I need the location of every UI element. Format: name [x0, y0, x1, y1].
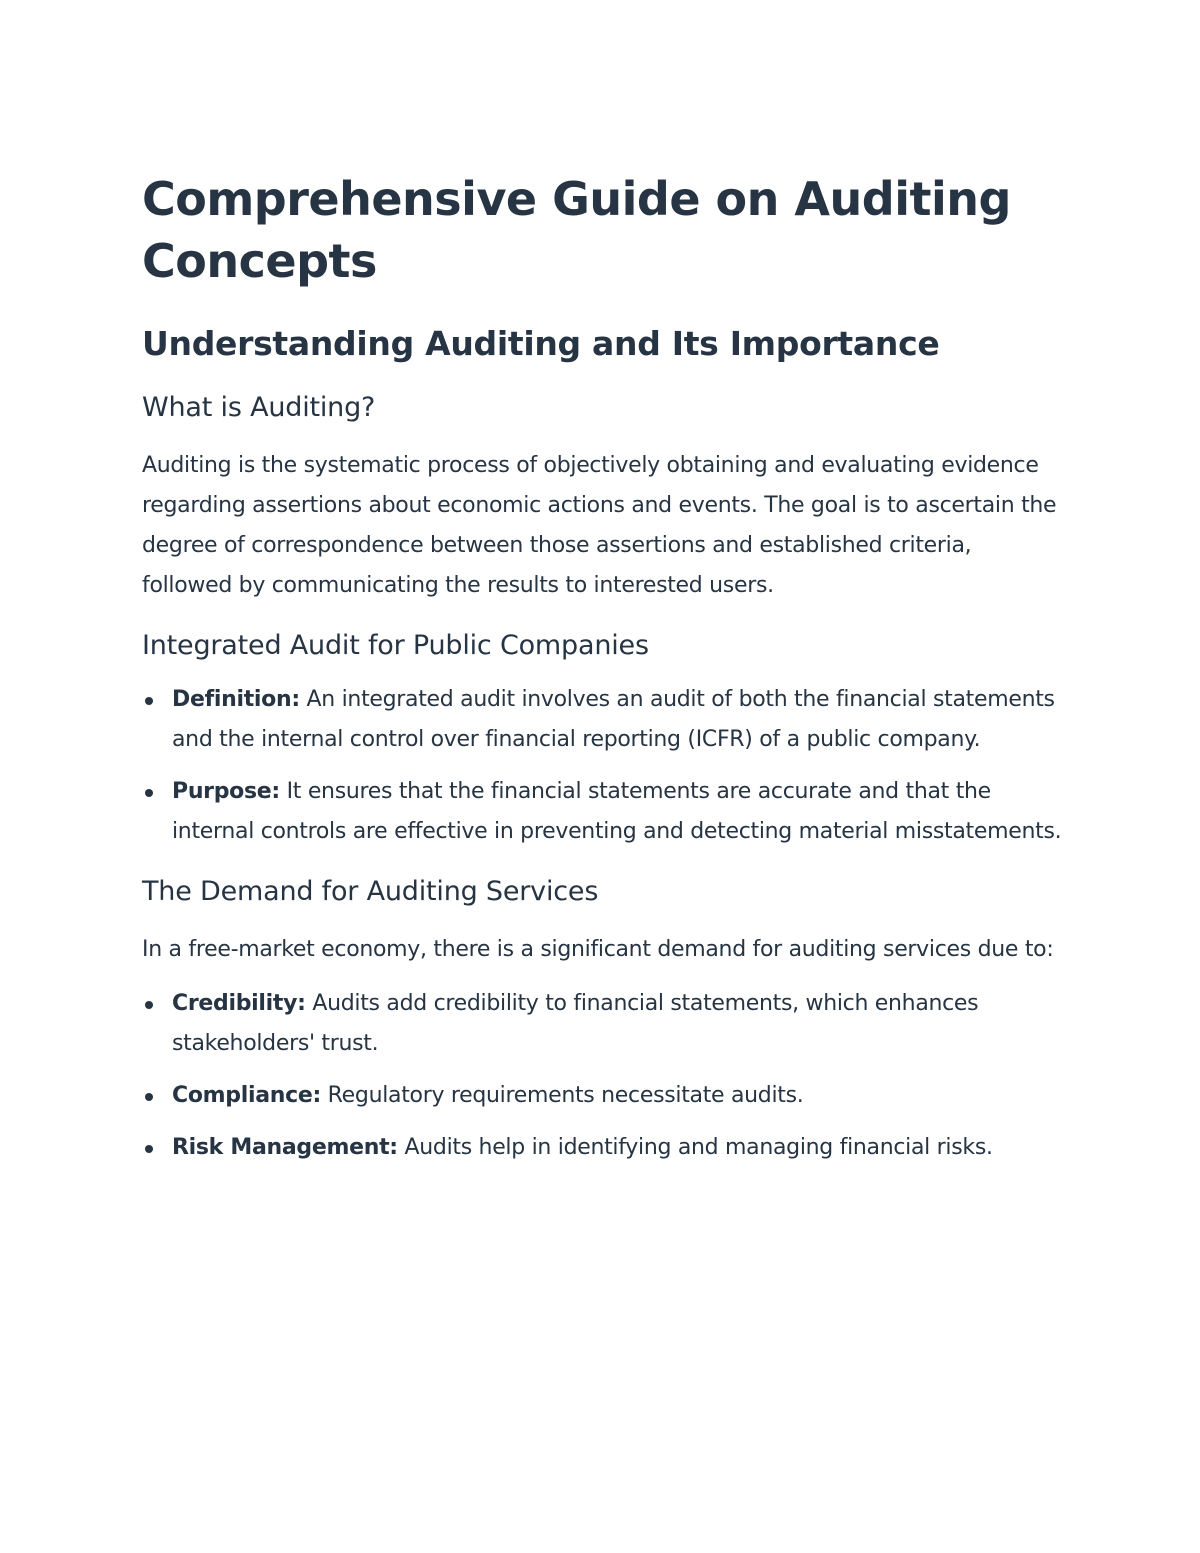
section-heading: Understanding Auditing and Its Importance: [142, 324, 940, 363]
list-item: [142, 680, 1062, 760]
bullet-icon: [145, 1145, 153, 1153]
what-is-auditing-heading: What is Auditing?: [142, 392, 376, 423]
list-item-text: Audits help in identifying and managing financial risks.: [397, 1135, 993, 1160]
list-item-text: It ensures that the financial statements are accurate and that the internal controls are effective in preventing and detecting material misstatements.: [172, 779, 1062, 844]
bullet-icon: [145, 1093, 153, 1101]
list-item: [142, 1128, 1062, 1168]
list-item-term: Compliance:: [172, 1083, 321, 1108]
bullet-icon: [145, 789, 153, 797]
list-item: [142, 984, 1062, 1064]
document-page: [142, 168, 1062, 1180]
list-item-text: Audits add credibility to financial statements, which enhances stakeholders' trust.: [172, 991, 979, 1056]
bullet-icon: [145, 1001, 153, 1009]
document-title: Comprehensive Guide on Auditing Concepts: [142, 172, 1011, 288]
list-item-term: Purpose:: [172, 779, 280, 804]
integrated-audit-list: [142, 680, 1062, 852]
list-item: [142, 1076, 1062, 1116]
list-item-term: Credibility:: [172, 991, 306, 1016]
demand-intro: In a free-market economy, there is a significant demand for auditing services due to:: [142, 937, 1054, 962]
list-item-text: An integrated audit involves an audit of both the financial statements and the internal control over financial reporting (ICFR) of a public company.: [172, 687, 1055, 752]
demand-heading: The Demand for Auditing Services: [142, 876, 599, 907]
list-item-text: Regulatory requirements necessitate audits.: [320, 1083, 804, 1108]
bullet-icon: [145, 697, 153, 705]
what-is-auditing-body: Auditing is the systematic process of objectively obtaining and evaluating evidence regarding assertions about economic actions and events. The goal is to ascertain the degree of correspondence between those assertions and established criteria, followed by communicating the results to interested users.: [142, 453, 1057, 598]
list-item-term: Risk Management:: [172, 1135, 398, 1160]
integrated-audit-heading: Integrated Audit for Public Companies: [142, 630, 649, 661]
demand-list: [142, 984, 1062, 1168]
list-item: [142, 772, 1062, 852]
list-item-term: Definition:: [172, 687, 300, 712]
